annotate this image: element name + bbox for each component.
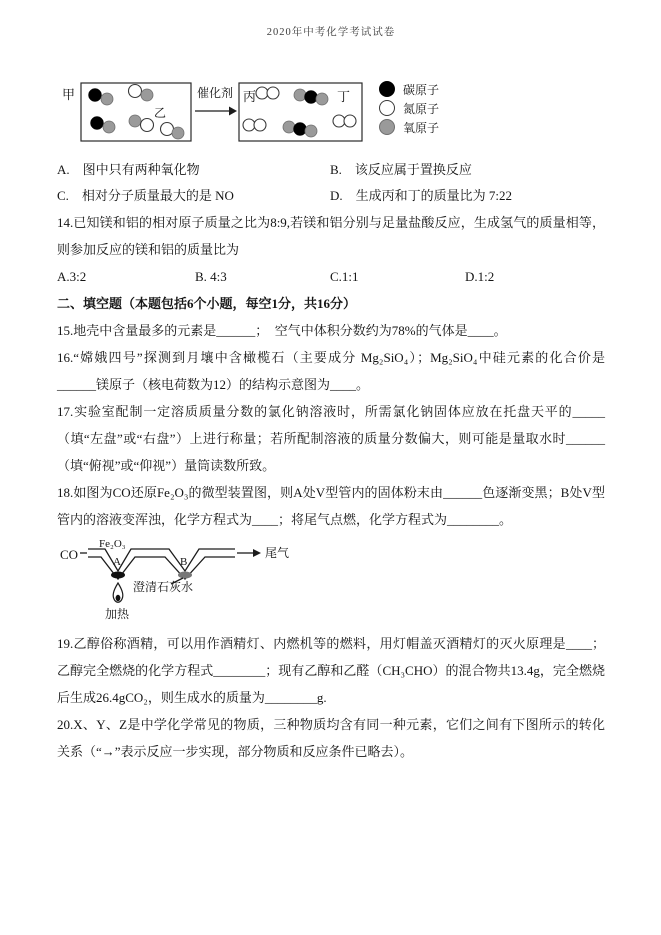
atom-legend	[380, 82, 440, 136]
option-text: 相对分子质量最大的是 NO	[81, 188, 234, 203]
question-19-text: 19.乙醇俗称酒精，可以用作酒精灯、内燃机等的燃料，用灯帽盖灭酒精灯的灭火原理是____；乙醇完全燃烧的化学方程式________；现有乙醇和乙醛（CH₃CHO）的混合物共13.4g，完全燃烧后生成26.4gCO₂，则生成水的质量为________g.	[57, 636, 605, 705]
nitrogen-atom	[161, 123, 174, 136]
oxygen-atom	[305, 125, 317, 137]
label-catalyst: 催化剂	[197, 86, 234, 100]
label-ding: 丁	[337, 89, 351, 104]
option-key: D.	[330, 188, 343, 203]
question-17-text: 17.实验室配制一定溶质质量分数的氯化钠溶液时，所需氯化钠固体应放在托盘天平的_____（填“左盘”或“右盘”）上进行称量；若所配制溶液的质量分数偏大，则可能是量取水时______（填“俯视”或“仰视”）量筒读数所致。	[57, 404, 605, 473]
question-20-text: 20.X、Y、Z是中学化学常见的物质，三种物质均含有同一种元素，它们之间有下图所示的转化关系（“→”表示反应一步实现，部分物质和反应条件已略去）。	[57, 717, 605, 759]
nitrogen-legend-label: 氮原子	[403, 102, 440, 116]
vtube-bottom-wall	[88, 557, 235, 579]
nitrogen-atom	[333, 115, 345, 127]
option-text: 生成丙和丁的质量比为 7:22	[355, 188, 513, 203]
q14-option-b: B. 4:3	[195, 269, 227, 284]
reaction-arrow-head	[229, 107, 237, 116]
question-14-text: 14.已知镁和铝的相对原子质量之比为8:9,若镁和铝分别与足量盐酸反应，生成氢气的质量相等，则参加反应的镁和铝的质量比为	[57, 215, 605, 257]
fe2o3-powder	[111, 572, 125, 579]
tailgas-label: 尾气	[265, 546, 290, 560]
option-key: A.	[57, 162, 70, 177]
oxygen-atom	[294, 89, 306, 101]
oxygen-atom	[103, 121, 115, 133]
carbon-atom	[294, 123, 307, 136]
carbon-legend-icon	[380, 82, 395, 97]
oxygen-atom	[316, 93, 328, 105]
carbon-atom	[89, 89, 102, 102]
question-18-text: 18.如图为CO还原Fe₂O₃的微型装置图，则A处V型管内的固体粉末由______色逐渐变黑；B处V型管内的溶液变浑浊，化学方程式为____；将尾气点燃，化学方程式为________。	[57, 485, 605, 527]
question-16-text: 16.“嫦娥四号”探测到月壤中含橄榄石（主要成分 Mg₂SiO₄）；Mg₂SiO₄中硅元素的化合价是______镁原子（核电荷数为12）的结构示意图为____。	[57, 350, 605, 392]
nitrogen-atom	[254, 119, 266, 131]
tailgas-arrow-head	[253, 549, 261, 557]
vtube-apparatus-diagram	[57, 538, 477, 622]
nitrogen-atom	[243, 119, 255, 131]
carbon-atom	[91, 117, 104, 130]
q13-option-c	[57, 183, 330, 209]
co-label: CO	[60, 547, 79, 562]
carbon-legend-label: 碳原子	[403, 83, 440, 97]
q13-option-a	[57, 157, 330, 183]
oxygen-legend-icon	[380, 120, 395, 135]
oxygen-atom	[129, 115, 141, 127]
section-2-heading: 二、填空题（本题包括6个小题，每空1分，共16分）	[57, 296, 357, 311]
reactant-molecules	[89, 85, 185, 140]
option-text: 该反应属于置换反应	[354, 162, 472, 177]
oxygen-atom	[101, 93, 113, 105]
option-text: 图中只有两种氧化物	[82, 162, 200, 177]
question-15-text: 15.地壳中含量最多的元素是______； 空气中体积分数约为78%的气体是____。	[57, 323, 507, 338]
exam-title: 2020年中考化学考试试卷	[266, 27, 396, 38]
reaction-diagram	[57, 77, 605, 149]
nitrogen-atom	[141, 119, 154, 132]
oxygen-atom	[172, 127, 184, 139]
q14-option-a: A.3:2	[57, 269, 87, 284]
label-yi: 乙	[154, 106, 167, 120]
oxygen-atom	[141, 89, 153, 101]
limewater-liquid	[178, 572, 192, 579]
q13-options	[57, 157, 605, 209]
heat-label: 加热	[105, 607, 130, 621]
q13-option-b	[330, 157, 605, 183]
limewater-label: 澄清石灰水	[133, 580, 194, 594]
nitrogen-atom	[344, 115, 356, 127]
q14-options	[57, 263, 605, 290]
option-key: C.	[57, 188, 69, 203]
oxygen-atom	[283, 121, 295, 133]
label-jia: 甲	[62, 87, 76, 102]
carbon-atom	[305, 91, 318, 104]
option-key: B.	[330, 162, 342, 177]
q14-option-c: C.1:1	[330, 269, 359, 284]
flame-icon	[113, 583, 123, 602]
nitrogen-atom	[256, 87, 268, 99]
q13-option-d	[330, 183, 605, 209]
point-a-label: A	[113, 556, 121, 568]
nitrogen-atom	[129, 85, 142, 98]
oxygen-legend-label: 氧原子	[403, 121, 440, 135]
q14-option-d: D.1:2	[465, 269, 495, 284]
label-bing: 丙	[243, 89, 257, 104]
fe2o3-label: Fe₂O₃	[99, 538, 126, 550]
point-b-label: B	[180, 556, 188, 568]
nitrogen-atom	[267, 87, 279, 99]
nitrogen-legend-icon	[380, 101, 395, 116]
